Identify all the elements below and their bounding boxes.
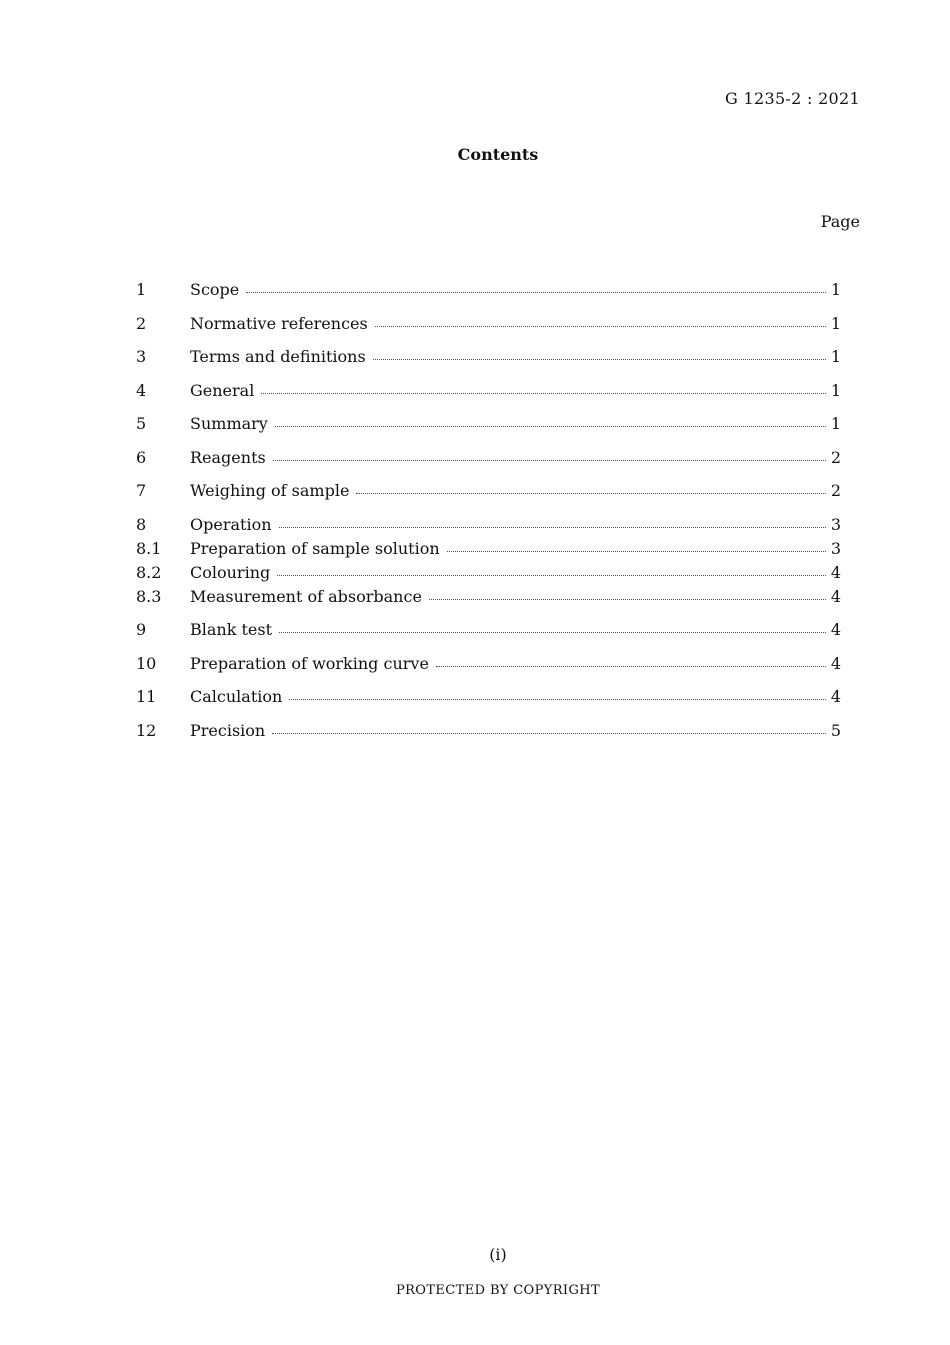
- toc-entry-number: 5: [136, 414, 147, 433]
- toc-entry-title: General: [190, 380, 255, 400]
- dot-leader: [272, 732, 826, 734]
- toc-entry-number: 7: [136, 481, 147, 500]
- toc-entry-title: Summary: [190, 414, 268, 433]
- toc-entry-line: [190, 412, 841, 436]
- toc-entry-number: 12: [136, 720, 157, 740]
- toc-entry-page: 4: [830, 562, 841, 582]
- toc-entry-title: Preparation of sample solution: [190, 538, 440, 558]
- dot-leader: [356, 492, 825, 494]
- toc-entry-page: 5: [830, 720, 841, 740]
- toc-entry-title: Calculation: [190, 687, 283, 706]
- dot-leader: [375, 325, 826, 327]
- toc-entry-title: Precision: [190, 720, 266, 740]
- toc-entry-line: [190, 312, 841, 336]
- dot-leader: [289, 698, 826, 700]
- toc-entry-page: 1: [830, 414, 841, 433]
- page-number: (i): [489, 1245, 507, 1264]
- toc-entry-page: 4: [830, 620, 841, 639]
- dot-leader: [246, 291, 826, 293]
- toc-entry-line: [190, 561, 841, 585]
- toc-entry-page: 3: [830, 514, 841, 534]
- toc-entry-title: Measurement of absorbance: [190, 586, 422, 606]
- toc-entry-title: Normative references: [190, 313, 368, 333]
- toc-entry-number: 4: [136, 380, 147, 400]
- dot-leader: [275, 425, 826, 427]
- toc-entry-page: 4: [830, 687, 841, 706]
- dot-leader: [447, 550, 826, 552]
- toc-entry-number: 2: [136, 313, 147, 333]
- copyright-notice: PROTECTED BY COPYRIGHT: [395, 1283, 601, 1298]
- dot-leader: [277, 574, 826, 576]
- toc-entry-number: 10: [136, 653, 157, 673]
- document-id: G 1235-2 : 2021: [725, 89, 860, 108]
- toc-entry[interactable]: [136, 278, 841, 302]
- toc-entry-line: [190, 379, 841, 403]
- toc-entry[interactable]: [136, 618, 841, 642]
- toc-entry-number: 8.1: [136, 538, 162, 558]
- toc-entry-line: [190, 585, 841, 609]
- toc-entry-number: 1: [136, 280, 147, 299]
- dot-leader: [273, 459, 826, 461]
- toc-entry-page: 2: [830, 447, 841, 467]
- toc-entry-title: Scope: [190, 280, 240, 299]
- toc-entry-line: [190, 513, 841, 537]
- toc-entry-title: Operation: [190, 514, 272, 534]
- toc-entry-number: 3: [136, 347, 147, 366]
- dot-leader: [436, 665, 826, 667]
- toc-entry-title: Terms and definitions: [190, 347, 366, 366]
- toc-entry-page: 1: [830, 280, 841, 299]
- toc-entry-line: [190, 618, 841, 642]
- page-column-label: Page: [820, 212, 860, 231]
- toc-entry[interactable]: [136, 537, 841, 561]
- toc-entry[interactable]: [136, 585, 841, 609]
- toc-entry-page: 4: [830, 586, 841, 606]
- table-of-contents: [136, 278, 841, 743]
- toc-entry[interactable]: [136, 446, 841, 470]
- toc-entry-title: Colouring: [190, 562, 271, 582]
- toc-entry[interactable]: [136, 312, 841, 336]
- toc-entry-page: 1: [830, 347, 841, 366]
- toc-entry-line: [190, 685, 841, 709]
- toc-entry[interactable]: [136, 652, 841, 676]
- toc-entry-line: [190, 719, 841, 743]
- page-title: Contents: [457, 145, 539, 164]
- toc-entry-line: [190, 278, 841, 302]
- dot-leader: [429, 598, 826, 600]
- dot-leader: [279, 526, 826, 528]
- toc-entry-title: Reagents: [190, 447, 266, 467]
- toc-entry[interactable]: [136, 379, 841, 403]
- toc-entry[interactable]: [136, 479, 841, 503]
- toc-entry-line: [190, 345, 841, 369]
- toc-entry[interactable]: [136, 345, 841, 369]
- toc-entry-line: [190, 537, 841, 561]
- toc-entry-line: [190, 479, 841, 503]
- toc-entry-title: Weighing of sample: [190, 481, 350, 500]
- toc-entry-number: 8.2: [136, 562, 162, 582]
- toc-entry-line: [190, 446, 841, 470]
- toc-entry-number: 8: [136, 514, 147, 534]
- toc-entry[interactable]: [136, 513, 841, 537]
- dot-leader: [279, 631, 826, 633]
- toc-entry-page: 3: [830, 538, 841, 558]
- toc-entry-line: [190, 652, 841, 676]
- toc-entry-title: Blank test: [190, 620, 273, 639]
- toc-entry-number: 9: [136, 620, 147, 639]
- toc-entry[interactable]: [136, 561, 841, 585]
- toc-entry-number: 6: [136, 447, 147, 467]
- toc-entry[interactable]: [136, 412, 841, 436]
- dot-leader: [373, 358, 826, 360]
- toc-entry-title: Preparation of working curve: [190, 653, 429, 673]
- toc-entry[interactable]: [136, 719, 841, 743]
- toc-entry-number: 8.3: [136, 586, 162, 606]
- toc-entry-number: 11: [136, 687, 157, 706]
- toc-entry[interactable]: [136, 685, 841, 709]
- toc-entry-page: 1: [830, 313, 841, 333]
- toc-entry-page: 1: [830, 380, 841, 400]
- dot-leader: [261, 392, 825, 394]
- toc-entry-page: 4: [830, 653, 841, 673]
- toc-entry-page: 2: [830, 481, 841, 500]
